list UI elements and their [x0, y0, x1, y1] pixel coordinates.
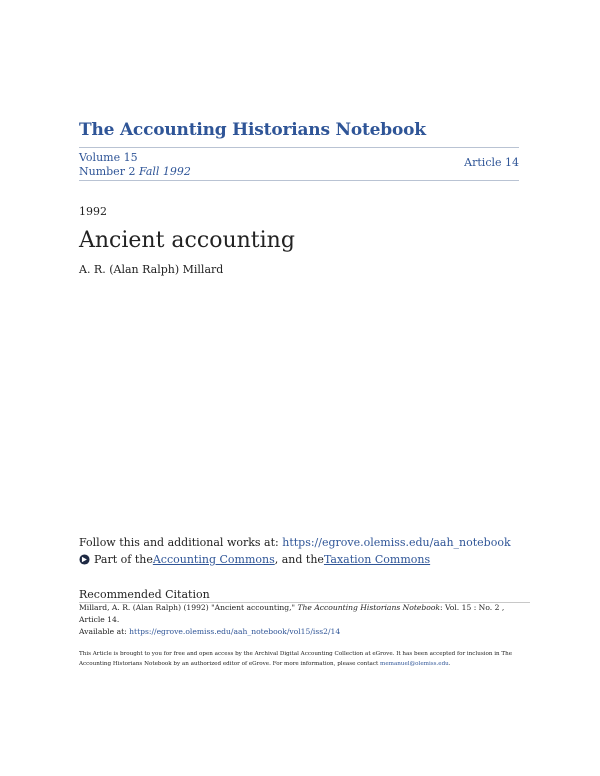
article-title: Ancient accounting [79, 228, 295, 253]
article-number[interactable]: Article 14 [464, 156, 519, 169]
citation-line [79, 602, 530, 626]
follow-prefix: Follow this and additional works at: [79, 536, 283, 549]
citation-suffix: : Vol. 15 : No. 2 , Article 14. [79, 603, 505, 624]
number-label: Number 2 [79, 165, 136, 178]
part-prefix: Part of the [94, 553, 153, 566]
available-line [79, 626, 530, 638]
citation-prefix: Millard, A. R. (Alan Ralph) (1992) "Ancient accounting," [79, 603, 298, 612]
part-and: , and the [274, 553, 324, 566]
volume-label[interactable]: Volume 15 [79, 151, 138, 164]
citation-block [79, 602, 530, 638]
part-of-line [79, 553, 430, 566]
issue-line[interactable] [79, 165, 191, 178]
publication-year: 1992 [79, 205, 107, 218]
available-prefix: Available at: [79, 627, 130, 636]
follow-line [79, 536, 511, 549]
follow-link[interactable]: https://egrove.olemiss.edu/aah_notebook [282, 536, 511, 549]
notice-end: . [448, 661, 451, 667]
available-link[interactable]: https://egrove.olemiss.edu/aah_notebook/vol15/iss2/14 [129, 627, 341, 636]
issue-season-label: Fall 1992 [138, 165, 191, 178]
citation-journal: The Accounting Historians Notebook [297, 603, 441, 612]
bepress-logo-icon [79, 554, 90, 565]
journal-title[interactable]: The Accounting Historians Notebook [79, 120, 426, 140]
header-rule-bottom [79, 180, 519, 181]
access-notice [79, 649, 530, 669]
author-name: A. R. (Alan Ralph) Millard [79, 263, 224, 276]
header-rule-top [79, 147, 519, 148]
recommended-citation-heading: Recommended Citation [79, 588, 210, 601]
contact-email-link[interactable]: memanuel@olemiss.edu [380, 661, 449, 667]
taxation-commons-link[interactable]: Taxation Commons [323, 553, 431, 566]
accounting-commons-link[interactable]: Accounting Commons [152, 553, 275, 566]
notice-text: This Article is brought to you for free and open access by the Archival Digital Accounting Collection at eGrove. It has been accepted for inclusion in The Accounting Historians Notebook by an authorized editor of eGrove. For more information, please contact [79, 651, 513, 667]
